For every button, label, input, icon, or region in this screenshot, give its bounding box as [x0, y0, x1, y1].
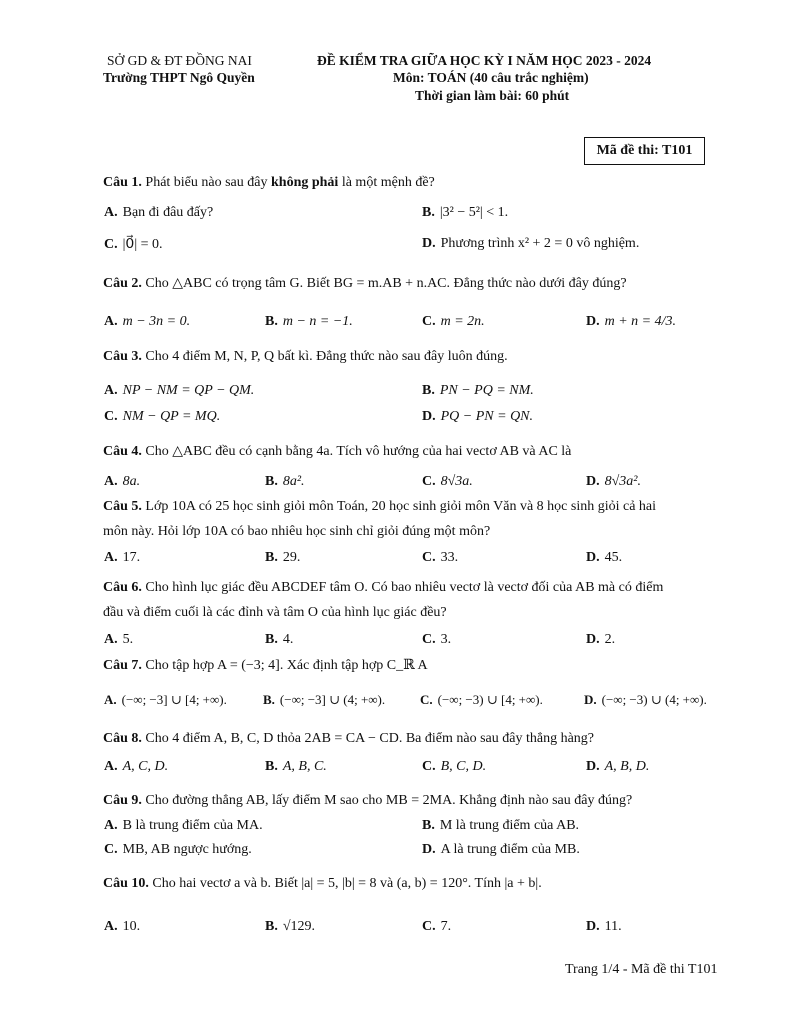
option-text: 10.: [122, 919, 141, 934]
option-text: A, B, D.: [604, 759, 650, 774]
question-9: [103, 793, 632, 809]
option-text: 5.: [122, 632, 134, 647]
option-label: C.: [422, 550, 436, 565]
exam-subject: Môn: TOÁN (40 câu trắc nghiệm): [393, 70, 589, 85]
q10-option-d[interactable]: [586, 919, 622, 935]
option-label: C.: [422, 919, 436, 934]
option-text: m = 2n.: [440, 314, 485, 329]
question-text: Cho đường thẳng AB, lấy điểm M sao cho MB = 2MA. Khẳng định nào sau đây đúng?: [145, 793, 633, 808]
school-name: Trường THPT Ngô Quyền: [103, 70, 255, 85]
question-2: [103, 275, 627, 292]
q1-option-d[interactable]: [422, 236, 639, 252]
question-text: Phát biểu nào sau đây: [145, 175, 271, 190]
option-label: C.: [422, 632, 436, 647]
option-label: C.: [422, 759, 436, 774]
option-text: 8a².: [282, 474, 305, 489]
option-label: D.: [422, 409, 436, 424]
q7-option-c[interactable]: [420, 692, 543, 708]
q1-option-b[interactable]: [422, 205, 508, 221]
option-text: A là trung điểm của MB.: [440, 842, 580, 857]
q9-option-b[interactable]: [422, 818, 579, 834]
q8-option-b[interactable]: [265, 759, 327, 775]
q10-option-c[interactable]: [422, 919, 451, 935]
option-label: A.: [104, 632, 118, 647]
option-text: 17.: [122, 550, 141, 565]
question-6-cont: [103, 605, 447, 621]
option-label: B.: [263, 692, 275, 707]
option-text: (−∞; −3) ∪ [4; +∞).: [437, 692, 543, 707]
option-text: 29.: [282, 550, 301, 565]
option-text: |0⃗| = 0.: [122, 237, 163, 252]
option-text: 33.: [440, 550, 459, 565]
option-label: D.: [584, 692, 597, 707]
exam-code-box: [584, 137, 705, 165]
option-text: (−∞; −3) ∪ (4; +∞).: [601, 692, 707, 707]
question-text: môn này. Hỏi lớp 10A có bao nhiêu học sinh chỉ giỏi đúng một môn?: [103, 524, 491, 539]
option-label: B.: [265, 314, 278, 329]
question-label: Câu 8.: [103, 731, 142, 746]
q5-option-b[interactable]: [265, 550, 300, 566]
question-text: Cho △ABC có trọng tâm G. Biết BG = m.AB + n.AC. Đẳng thức nào dưới đây đúng?: [145, 276, 627, 291]
option-text: 11.: [604, 919, 622, 934]
option-text: 8√3a².: [604, 474, 642, 489]
option-text: m − 3n = 0.: [122, 314, 191, 329]
option-text: √129.: [282, 919, 316, 934]
option-text: MB, AB ngược hướng.: [122, 842, 252, 857]
option-text: A, C, D.: [122, 759, 169, 774]
q8-option-c[interactable]: [422, 759, 486, 775]
option-text: m + n = 4/3.: [604, 314, 677, 329]
option-label: B.: [422, 383, 435, 398]
option-label: C.: [104, 842, 118, 857]
option-label: D.: [422, 842, 436, 857]
option-text: 8√3a.: [440, 474, 473, 489]
option-label: C.: [104, 237, 118, 252]
q1-option-a[interactable]: [104, 205, 213, 221]
option-text: B, C, D.: [440, 759, 487, 774]
page-footer: Trang 1/4 - Mã đề thi T101: [565, 962, 718, 977]
option-label: A.: [104, 818, 118, 833]
q9-option-a[interactable]: [104, 818, 263, 834]
option-text: NM − QP = MQ.: [122, 409, 221, 424]
question-label: Câu 2.: [103, 276, 142, 291]
option-label: B.: [422, 205, 435, 220]
question-7: [103, 657, 428, 674]
q7-option-b[interactable]: [263, 692, 385, 708]
question-text: Lớp 10A có 25 học sinh giỏi môn Toán, 20 học sinh giỏi môn Văn và 8 học sinh giỏi cả hai: [145, 499, 657, 514]
exam-code: Mã đề thi: T101: [596, 143, 693, 158]
question-label: Câu 3.: [103, 349, 142, 364]
option-label: B.: [265, 632, 278, 647]
question-1: [103, 175, 435, 191]
option-label: A.: [104, 550, 118, 565]
option-text: 3.: [440, 632, 452, 647]
q4-option-d[interactable]: [586, 474, 641, 490]
question-label: Câu 7.: [103, 658, 142, 673]
option-label: B.: [265, 919, 278, 934]
q3-option-d[interactable]: [422, 409, 533, 425]
option-label: C.: [104, 409, 118, 424]
question-label: Câu 1.: [103, 175, 142, 190]
q5-option-d[interactable]: [586, 550, 622, 566]
question-label: Câu 9.: [103, 793, 142, 808]
question-label: Câu 10.: [103, 876, 149, 891]
option-label: B.: [265, 550, 278, 565]
option-text: 45.: [604, 550, 623, 565]
question-text: đầu và điểm cuối là các đỉnh và tâm O của hình lục giác đều?: [103, 605, 447, 620]
q2-option-a[interactable]: [104, 314, 190, 330]
q1-option-c[interactable]: [104, 236, 163, 253]
q6-option-b[interactable]: [265, 632, 293, 648]
option-text: PQ − PN = QN.: [440, 409, 534, 424]
q6-option-a[interactable]: [104, 632, 133, 648]
q2-option-b[interactable]: [265, 314, 353, 330]
option-label: A.: [104, 759, 118, 774]
option-text: m − n = −1.: [282, 314, 353, 329]
question-text: Cho hai vectơ a và b. Biết |a| = 5, |b| = 8 và (a, b) = 120°. Tính |a + b|.: [152, 876, 542, 891]
q3-option-a[interactable]: [104, 383, 254, 399]
option-text: PN − PQ = NM.: [439, 383, 534, 398]
department-name: SỞ GD & ĐT ĐỒNG NAI: [107, 53, 252, 68]
option-text: 4.: [282, 632, 294, 647]
option-label: B.: [265, 759, 278, 774]
option-label: A.: [104, 474, 118, 489]
question-3: [103, 349, 508, 365]
option-label: D.: [586, 632, 600, 647]
option-text: 7.: [440, 919, 452, 934]
option-label: C.: [420, 692, 433, 707]
question-text: Cho 4 điểm A, B, C, D thỏa 2AB = CA − CD. Ba điểm nào sau đây thẳng hàng?: [145, 731, 594, 746]
option-text: 2.: [604, 632, 616, 647]
option-label: D.: [586, 919, 600, 934]
option-label: D.: [586, 759, 600, 774]
question-label: Câu 6.: [103, 580, 142, 595]
option-text: |3² − 5²| < 1.: [439, 205, 509, 220]
q2-option-c[interactable]: [422, 314, 485, 330]
option-label: D.: [422, 236, 436, 251]
question-text: là một mệnh đề?: [338, 175, 435, 190]
option-label: A.: [104, 205, 118, 220]
option-text: (−∞; −3] ∪ [4; +∞).: [121, 692, 227, 707]
question-text: Cho 4 điểm M, N, P, Q bất kì. Đẳng thức nào sau đây luôn đúng.: [145, 349, 508, 364]
question-label: Câu 4.: [103, 444, 142, 459]
option-text: Bạn đi đâu đấy?: [122, 205, 214, 220]
q5-option-a[interactable]: [104, 550, 140, 566]
q3-option-c[interactable]: [104, 409, 220, 425]
q5-option-c[interactable]: [422, 550, 458, 566]
question-text-bold: không phải: [271, 175, 339, 190]
question-6: [103, 580, 663, 596]
q7-option-a[interactable]: [104, 692, 227, 708]
option-label: D.: [586, 314, 600, 329]
option-label: C.: [422, 314, 436, 329]
option-label: A.: [104, 383, 118, 398]
exam-duration: Thời gian làm bài: 60 phút: [415, 88, 570, 103]
q9-option-d[interactable]: [422, 842, 580, 858]
option-text: NP − NM = QP − QM.: [122, 383, 255, 398]
question-5-cont: [103, 524, 490, 540]
option-text: (−∞; −3] ∪ (4; +∞).: [279, 692, 386, 707]
question-text: Cho tập hợp A = (−3; 4]. Xác định tập hợp C_ℝ A: [145, 658, 428, 673]
question-label: Câu 5.: [103, 499, 142, 514]
exam-title: ĐỀ KIỂM TRA GIỮA HỌC KỲ I NĂM HỌC 2023 - 2024: [317, 53, 652, 68]
option-label: A.: [104, 692, 117, 707]
q4-option-b[interactable]: [265, 474, 305, 490]
question-4: [103, 443, 571, 460]
option-text: B là trung điểm của MA.: [122, 818, 263, 833]
question-10: [103, 876, 542, 892]
question-5: [103, 499, 656, 515]
q3-option-b[interactable]: [422, 383, 534, 399]
q4-option-a[interactable]: [104, 474, 140, 490]
question-text: Cho hình lục giác đều ABCDEF tâm O. Có bao nhiêu vectơ là vectơ đối của AB mà có điểm: [145, 580, 664, 595]
q9-option-c[interactable]: [104, 842, 252, 858]
option-text: 8a.: [122, 474, 141, 489]
option-label: B.: [422, 818, 435, 833]
q8-option-d[interactable]: [586, 759, 649, 775]
option-label: D.: [586, 550, 600, 565]
q6-option-c[interactable]: [422, 632, 451, 648]
option-label: A.: [104, 919, 118, 934]
q2-option-d[interactable]: [586, 314, 676, 330]
option-text: A, B, C.: [282, 759, 327, 774]
option-label: B.: [265, 474, 278, 489]
option-label: A.: [104, 314, 118, 329]
option-text: M là trung điểm của AB.: [439, 818, 580, 833]
q10-option-a[interactable]: [104, 919, 140, 935]
option-text: Phương trình x² + 2 = 0 vô nghiệm.: [440, 236, 640, 251]
question-text: Cho △ABC đều có cạnh bằng 4a. Tích vô hướng của hai vectơ AB và AC là: [145, 444, 572, 459]
q7-option-d[interactable]: [584, 692, 707, 708]
option-label: C.: [422, 474, 436, 489]
q4-option-c[interactable]: [422, 474, 473, 490]
q6-option-d[interactable]: [586, 632, 615, 648]
question-8: [103, 731, 594, 747]
q10-option-b[interactable]: [265, 919, 315, 935]
option-label: D.: [586, 474, 600, 489]
q8-option-a[interactable]: [104, 759, 168, 775]
